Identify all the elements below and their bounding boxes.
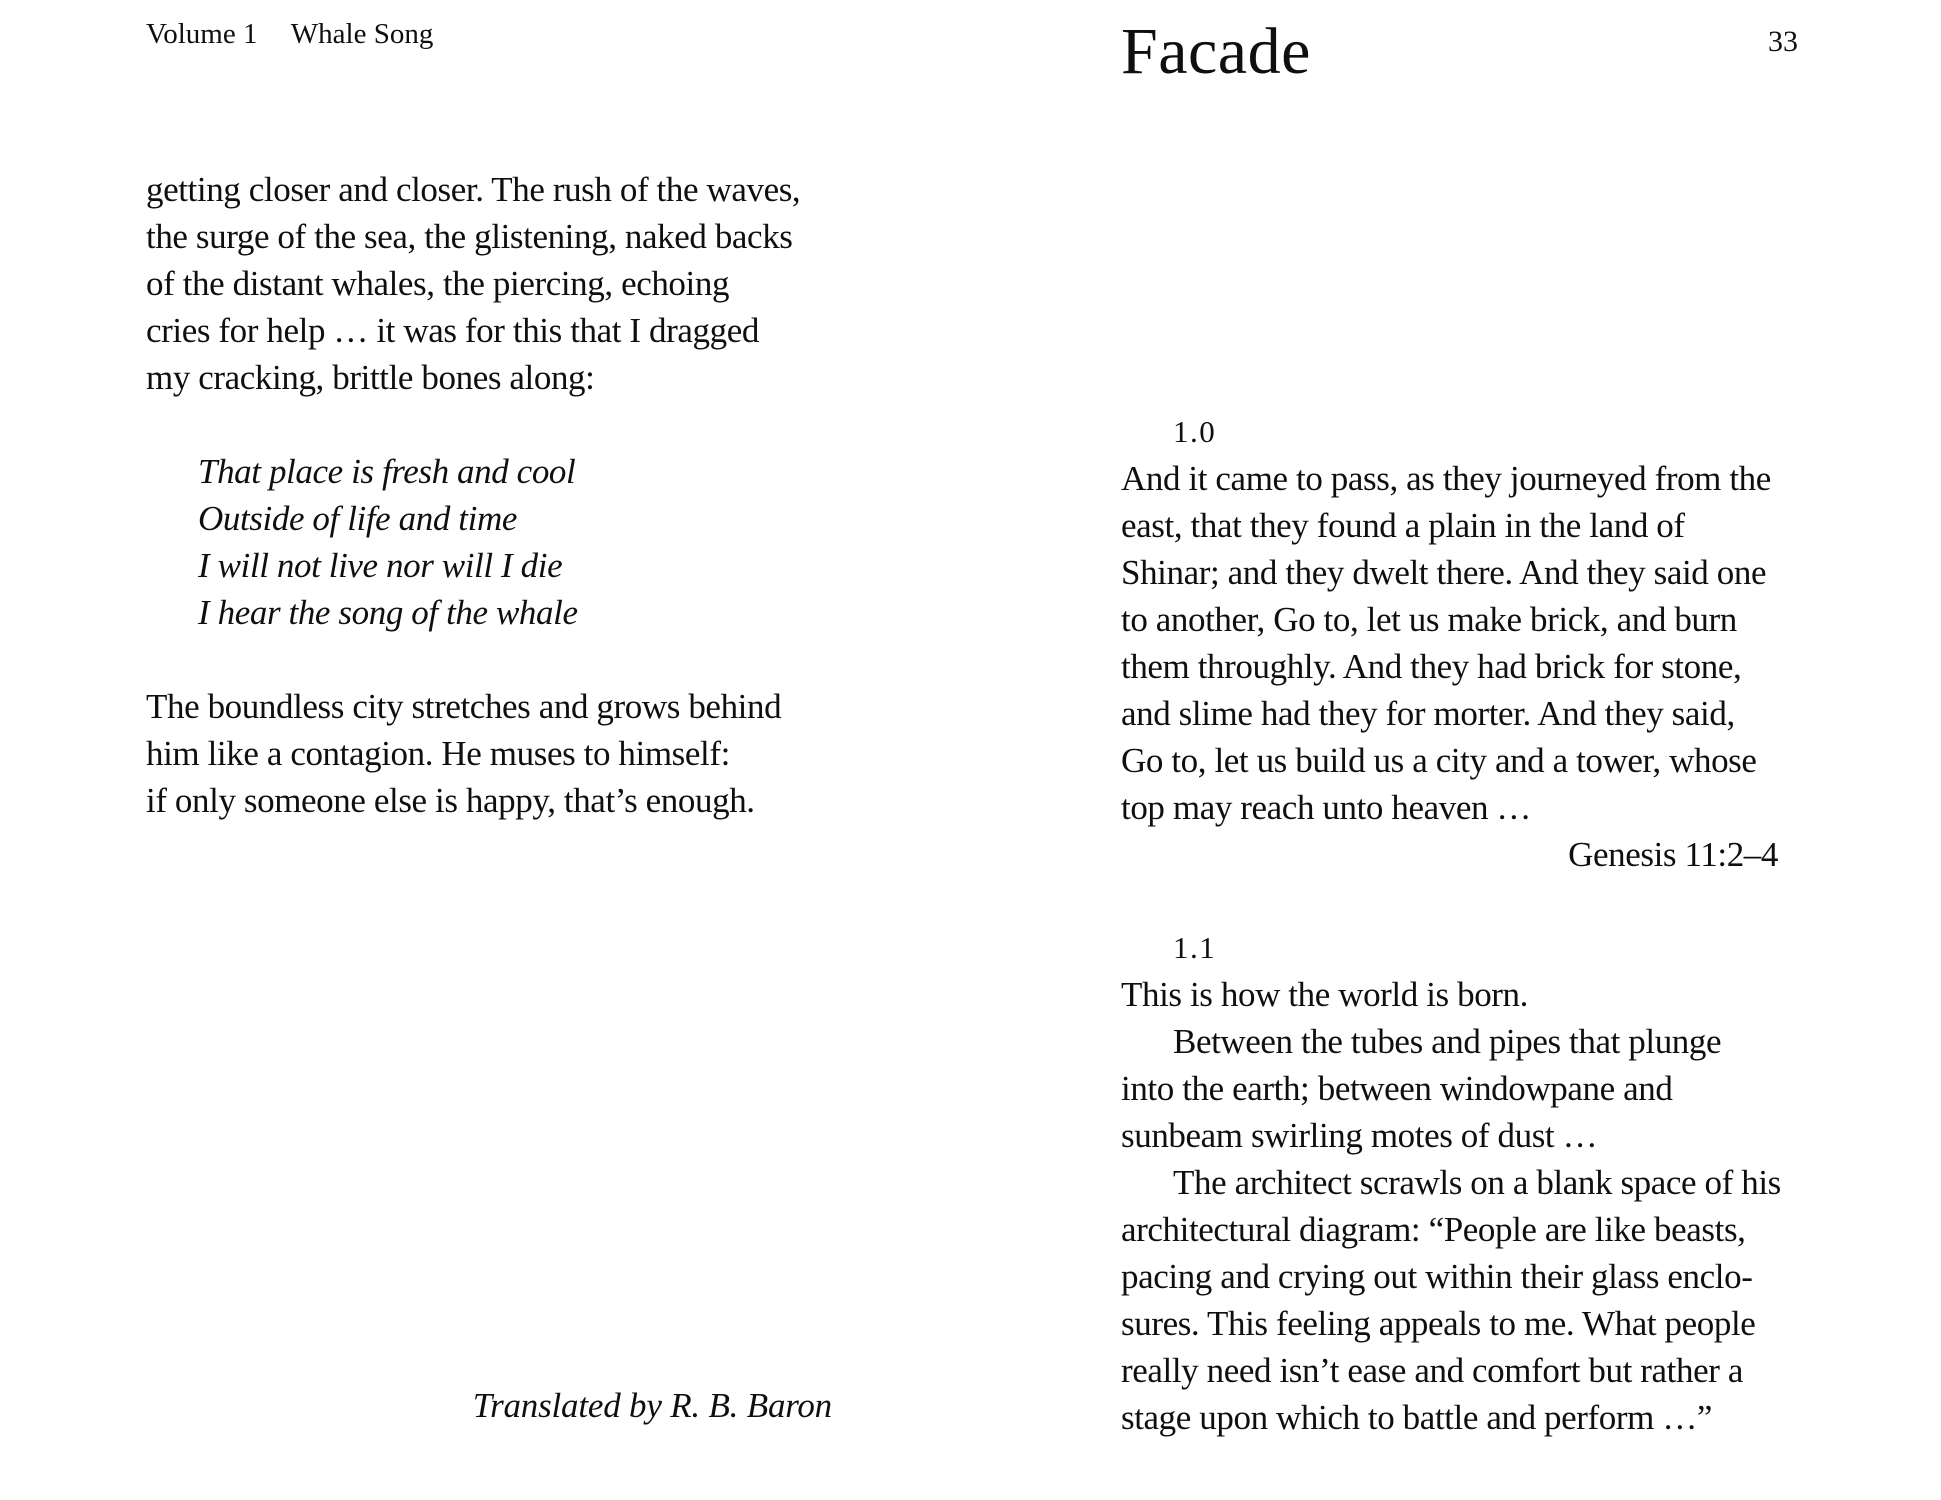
- text-line: sures. This feeling appeals to me. What people: [1121, 1304, 1756, 1343]
- text-line: I will not live nor will I die: [198, 546, 563, 585]
- text-line: the surge of the sea, the glistening, naked backs: [146, 217, 793, 256]
- volume-label: Volume 1: [146, 18, 258, 50]
- text-line: Outside of life and time: [198, 499, 517, 538]
- translator-credit: Translated by R. B. Baron: [472, 1386, 832, 1425]
- text-line: to another, Go to, let us make brick, and burn: [1121, 600, 1737, 639]
- text-line: And it came to pass, as they journeyed from the: [1121, 459, 1771, 498]
- section-1-1: [1121, 924, 1804, 1441]
- text-line: stage upon which to battle and perform …”: [1121, 1398, 1713, 1437]
- text-line: my cracking, brittle bones along:: [146, 358, 595, 397]
- text-line: Shinar; and they dwelt there. And they said one: [1121, 553, 1767, 592]
- text-line: east, that they found a plain in the land of: [1121, 506, 1685, 545]
- text-line: That place is fresh and cool: [198, 452, 576, 491]
- text-line: getting closer and closer. The rush of the waves,: [146, 170, 801, 209]
- text-line: into the earth; between windowpane and: [1121, 1069, 1673, 1108]
- text-line: of the distant whales, the piercing, echoing: [146, 264, 730, 303]
- text-line: Go to, let us build us a city and a tower, whose: [1121, 741, 1757, 780]
- section-text: [1121, 971, 1804, 1441]
- scripture-attribution: Genesis 11:2–4: [1568, 835, 1778, 874]
- text-line: them throughly. And they had brick for stone,: [1121, 647, 1742, 686]
- page-number: 33: [1768, 25, 1798, 58]
- section-text: [1121, 455, 1804, 831]
- chapter-title: Facade: [1121, 15, 1311, 88]
- section-number: 1.1: [1173, 930, 1217, 965]
- text-line: top may reach unto heaven …: [1121, 788, 1532, 827]
- text-line: This is how the world is born.: [1121, 975, 1529, 1014]
- text-line: sunbeam swirling motes of dust …: [1121, 1116, 1598, 1155]
- text-line: and slime had they for morter. And they said,: [1121, 694, 1735, 733]
- work-title-label: Whale Song: [290, 18, 434, 50]
- section-1-0: [1121, 408, 1804, 878]
- text-line: really need isn’t ease and comfort but rather a: [1121, 1351, 1743, 1390]
- section-number: 1.0: [1173, 414, 1217, 449]
- text-line: architectural diagram: “People are like beasts,: [1121, 1210, 1746, 1249]
- text-line: if only someone else is happy, that’s enough.: [146, 781, 755, 820]
- text-line: The boundless city stretches and grows behind: [146, 687, 782, 726]
- text-line: Between the tubes and pipes that plunge: [1173, 1022, 1722, 1061]
- text-line: I hear the song of the whale: [198, 593, 578, 632]
- text-line: pacing and crying out within their glass enclo-: [1121, 1257, 1753, 1296]
- text-line: cries for help … it was for this that I dragged: [146, 311, 759, 350]
- text-line: The architect scrawls on a blank space of his: [1173, 1163, 1781, 1202]
- text-line: him like a contagion. He muses to himself:: [146, 734, 730, 773]
